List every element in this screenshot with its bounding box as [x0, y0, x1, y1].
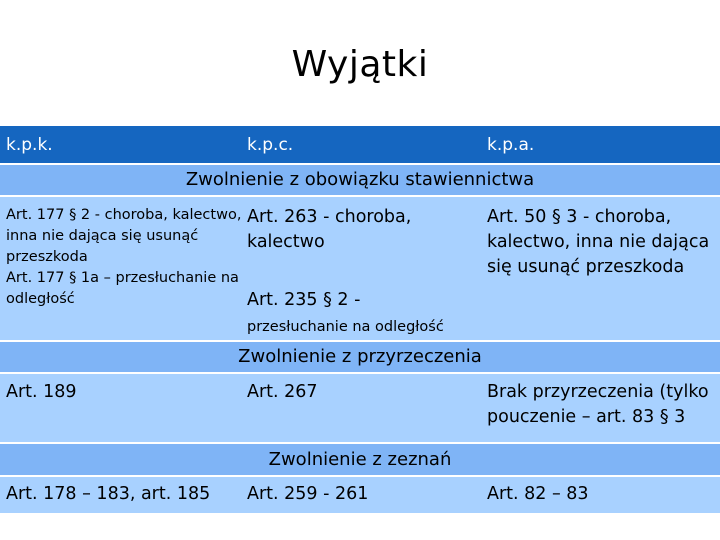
- cell-kpc-testimony: Art. 259 - 261: [247, 484, 369, 504]
- table-header-row: [0, 126, 720, 163]
- section-heading-oath: Zwolnienie z przyrzeczenia: [0, 342, 720, 372]
- kpc-attendance-text-2: Art. 235 § 2 -: [247, 290, 361, 310]
- cell-kpc-attendance: [247, 205, 483, 338]
- cell-kpc-oath: Art. 267: [247, 382, 318, 402]
- cell-kpa-oath: Brak przyrzeczenia (tylko pouczenie – art. 83 § 3: [487, 382, 709, 427]
- cell-kpa-testimony: Art. 82 – 83: [487, 484, 589, 504]
- section-body-oath: [0, 374, 720, 442]
- section-heading-attendance: Zwolnienie z obowiązku stawiennictwa: [0, 165, 720, 195]
- section-body-testimony: [0, 477, 720, 513]
- cell-kpk-testimony: Art. 178 – 183, art. 185: [6, 484, 211, 504]
- exceptions-table: [0, 126, 720, 513]
- cell-kpk-oath: Art. 189: [6, 382, 77, 402]
- kpc-attendance-text-1: Art. 263 - choroba, kalectwo: [247, 207, 412, 252]
- column-header-kpc: k.p.c.: [247, 135, 294, 155]
- section-heading-testimony: Zwolnienie z zeznań: [0, 444, 720, 475]
- cell-kpk-attendance: [6, 205, 244, 310]
- slide-title: Wyjątki: [291, 44, 429, 85]
- kpk-attendance-text-1: Art. 177 § 2 - choroba, kalectwo, inna nie dająca się usunąć przeszkoda: [6, 207, 242, 265]
- column-header-kpk: k.p.k.: [6, 135, 53, 155]
- section-body-attendance: [0, 197, 720, 340]
- column-header-kpa: k.p.a.: [487, 135, 535, 155]
- kpc-attendance-text-3: przesłuchanie na odległość: [247, 319, 444, 335]
- kpk-attendance-text-2: Art. 177 § 1a – przesłuchanie na odległość: [6, 270, 239, 307]
- cell-kpa-attendance: Art. 50 § 3 - choroba, kalectwo, inna nie dająca się usunąć przeszkoda: [487, 207, 710, 277]
